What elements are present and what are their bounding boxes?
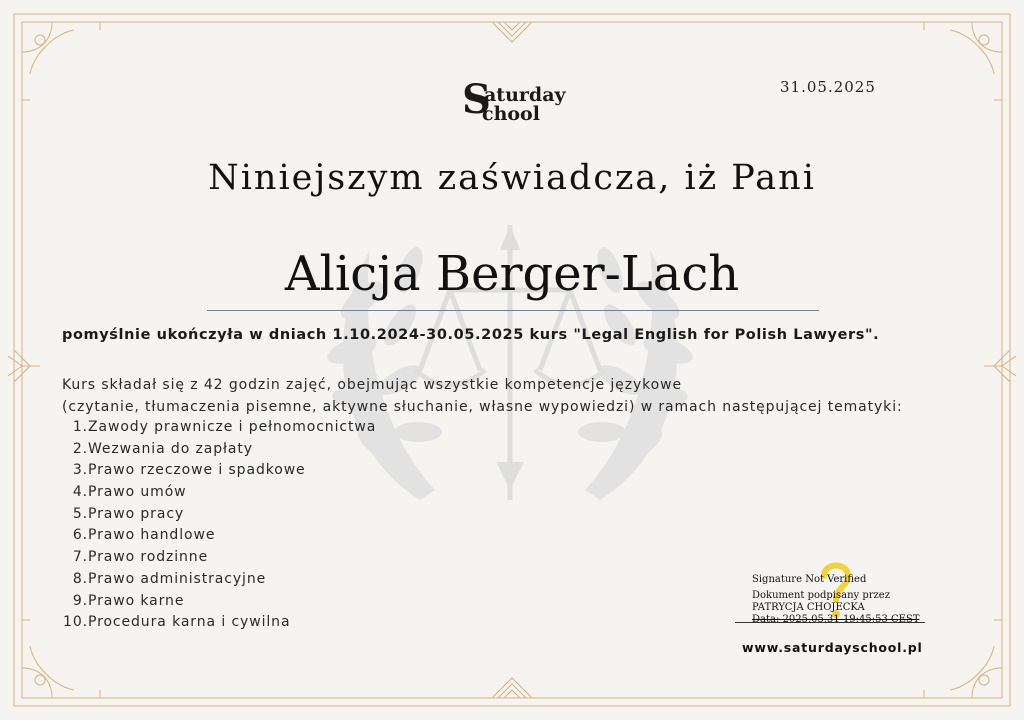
frame-corner-top-left <box>22 22 100 100</box>
certificate-heading: Niniejszym zaświadcza, iż Pani <box>208 158 816 198</box>
signature-signer: PATRYCJA CHOJECKA <box>752 602 865 613</box>
saturday-school-logo <box>458 78 588 128</box>
recipient-name: Alicja Berger-Lach <box>284 246 740 302</box>
list-item-label: Wezwania do zapłaty <box>88 440 253 457</box>
signature-rule <box>735 622 925 623</box>
topics-list <box>60 417 376 634</box>
list-item-label: Procedura karna i cywilna <box>88 614 291 631</box>
list-item-label: Prawo karne <box>88 592 185 609</box>
frame-ornament-top <box>492 22 532 42</box>
frame-corner-bottom-right <box>924 620 1002 698</box>
list-item-number: 1. <box>72 419 88 435</box>
issue-date: 31.05.2025 <box>780 78 876 96</box>
list-item-number: 8. <box>72 570 88 587</box>
list-item-label: Prawo umów <box>88 484 187 501</box>
list-item <box>60 525 376 547</box>
list-item-number: 9. <box>72 592 88 609</box>
list-item-number: 6. <box>72 527 88 544</box>
logo-word-school: chool <box>482 103 540 125</box>
list-item-label: Prawo handlowe <box>88 527 216 544</box>
frame-corner-top-right <box>924 22 1002 100</box>
frame-ornament-left <box>8 350 40 382</box>
list-item <box>60 504 376 526</box>
list-item <box>60 482 376 504</box>
list-item-label: Zawody prawnicze i pełnomocnictwa <box>88 419 377 435</box>
list-item <box>60 569 376 591</box>
logo-s-glyph: S <box>462 76 491 123</box>
list-item-label: Prawo administracyjne <box>88 570 267 587</box>
list-item-number: 2. <box>72 440 88 457</box>
list-item <box>60 612 376 634</box>
frame-ornament-bottom <box>492 678 532 698</box>
signature-status: Signature Not Verified <box>752 574 867 585</box>
list-item <box>60 417 376 439</box>
list-item-number: 3. <box>72 462 88 479</box>
course-description-line-1: Kurs składał się z 42 godzin zajęć, obejmując wszystkie kompetencje językowe <box>62 377 682 393</box>
list-item <box>60 591 376 613</box>
list-item-label: Prawo rodzinne <box>88 549 209 566</box>
list-item-number: 5. <box>72 505 88 522</box>
list-item-label: Prawo pracy <box>88 505 185 522</box>
signature-signed-by-label: Dokument podpisany przez <box>752 590 890 601</box>
course-description <box>62 374 982 418</box>
completion-statement: pomyślnie ukończyła w dniach 1.10.2024-30.05.2025 kurs "Legal English for Polish Lawyers". <box>62 327 880 343</box>
list-item-number: 7. <box>72 549 88 566</box>
list-item-label: Prawo rzeczowe i spadkowe <box>88 462 306 479</box>
website-link[interactable]: www.saturdayschool.pl <box>742 640 923 655</box>
logo-word-saturday: aturday <box>484 84 566 106</box>
frame-ornament-right <box>984 350 1016 382</box>
signature-timestamp: Data: 2025.05.31 19:45:53 CEST <box>752 614 920 625</box>
list-item-number: 4. <box>72 484 88 501</box>
list-item <box>60 439 376 461</box>
name-underline <box>207 310 819 311</box>
list-item <box>60 460 376 482</box>
list-item <box>60 547 376 569</box>
signature-block[interactable] <box>752 574 932 626</box>
list-item-number: 10. <box>63 614 88 631</box>
course-description-line-2: (czytanie, tłumaczenia pisemne, aktywne słuchanie, własne wypowiedzi) w ramach następującej tematyki: <box>62 399 903 415</box>
